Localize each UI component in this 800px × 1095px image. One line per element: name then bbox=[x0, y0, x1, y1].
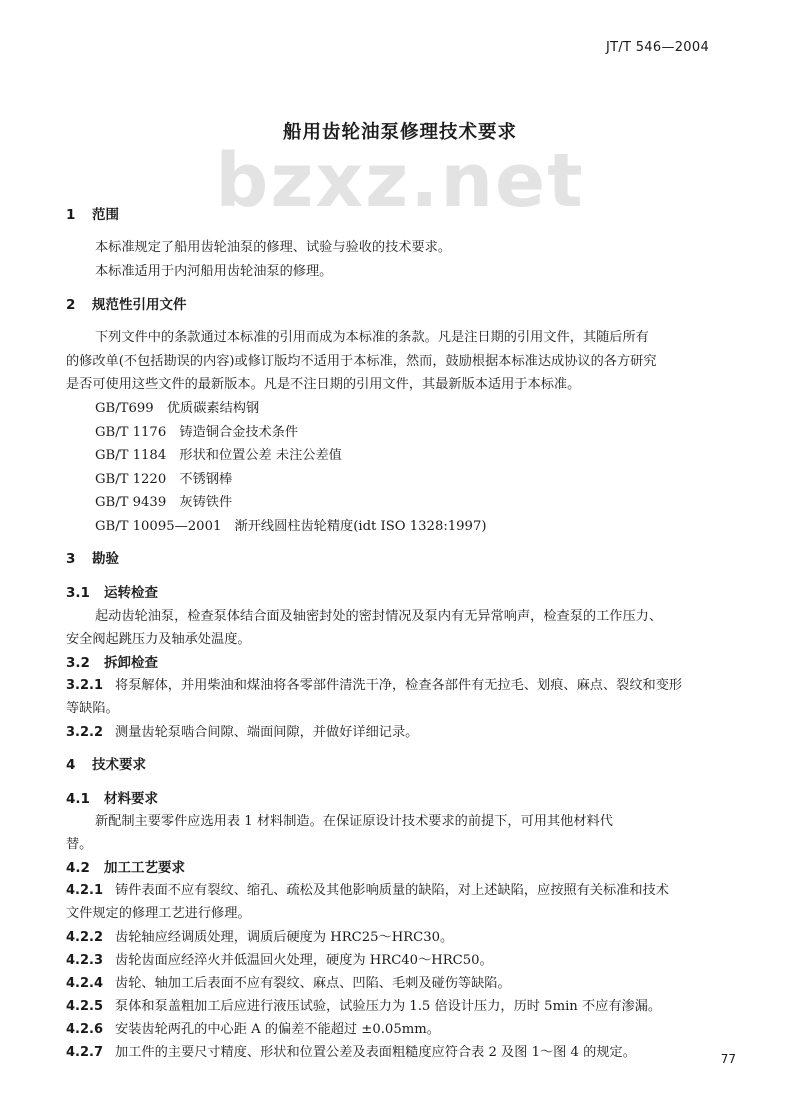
clause-4-2-1 bbox=[66, 879, 669, 898]
clause-4-2-2 bbox=[66, 926, 453, 945]
section-title: 勘验 bbox=[92, 551, 119, 567]
subsection-title: 拆卸检查 bbox=[104, 655, 158, 671]
paragraph: 本标准适用于内河船用齿轮油泵的修理。 bbox=[95, 264, 333, 279]
section-number: 2 bbox=[66, 297, 76, 313]
clause-number: 3.2.2 bbox=[66, 725, 104, 740]
section-title: 范围 bbox=[92, 207, 119, 223]
section-number: 3 bbox=[66, 551, 76, 567]
subsection-title: 加工工艺要求 bbox=[104, 860, 185, 876]
clause-text: 铸件表面不应有裂纹、缩孔、疏松及其他影响质量的缺陷，对上述缺陷，应按照有关标准和技术 bbox=[115, 883, 669, 898]
paragraph: 新配制主要零件应选用表 1 材料制造。在保证原设计技术要求的前提下，可用其他材料代 bbox=[95, 814, 613, 829]
paragraph: 是否可使用这些文件的最新版本。凡是不注日期的引用文件，其最新版本适用于本标准。 bbox=[66, 377, 581, 392]
paragraph: 起动齿轮油泵，检查泵体结合面及轴密封处的密封情况及泵内有无异常响声，检查泵的工作压力、 bbox=[95, 609, 663, 624]
clause-text: 加工件的主要尺寸精度、形状和位置公差及表面粗糙度应符合表 2 及图 1～图 4 的规定。 bbox=[115, 1045, 636, 1060]
clause-text: 泵体和泵盖粗加工后应进行液压试验，试验压力为 1.5 倍设计压力，历时 5min 不应有渗漏。 bbox=[115, 999, 662, 1014]
paragraph: 安全阀起跳压力及轴承处温度。 bbox=[66, 632, 251, 647]
clause-number: 4.2.2 bbox=[66, 930, 104, 945]
reference-item: GB/T 1176 铸造铜合金技术条件 bbox=[95, 425, 299, 440]
clause-4-2-6 bbox=[66, 1018, 440, 1037]
clause-number: 4.2.4 bbox=[66, 976, 104, 991]
section-title: 技术要求 bbox=[92, 757, 146, 773]
clause-text: 齿轮、轴加工后表面不应有裂纹、麻点、凹陷、毛刺及碰伤等缺陷。 bbox=[115, 976, 511, 991]
section-number: 4 bbox=[66, 757, 76, 773]
watermark: bzxz.net bbox=[215, 138, 585, 224]
subsection-number: 4.1 bbox=[66, 791, 90, 807]
subsection-title: 运转检查 bbox=[104, 585, 158, 601]
reference-item: GB/T699 优质碳素结构钢 bbox=[95, 401, 260, 416]
section-title: 规范性引用文件 bbox=[92, 297, 187, 313]
clause-number: 3.2.1 bbox=[66, 678, 104, 693]
section-1-heading bbox=[66, 203, 119, 223]
paragraph: 替。 bbox=[66, 837, 93, 852]
standard-code: JT/T 546—2004 bbox=[606, 40, 710, 55]
section-2-heading bbox=[66, 293, 187, 313]
subsection-number: 3.1 bbox=[66, 585, 90, 601]
paragraph: 文件规定的修理工艺进行修理。 bbox=[66, 906, 251, 921]
reference-item: GB/T 9439 灰铸铁件 bbox=[95, 495, 233, 510]
clause-4-2-7 bbox=[66, 1041, 636, 1060]
clause-3-2-1 bbox=[66, 674, 682, 693]
clause-number: 4.2.3 bbox=[66, 953, 104, 968]
clause-number: 4.2.6 bbox=[66, 1022, 104, 1037]
page-number: 77 bbox=[720, 1052, 736, 1066]
subsection-number: 3.2 bbox=[66, 655, 90, 671]
reference-item: GB/T 1220 不锈钢棒 bbox=[95, 472, 233, 487]
clause-text: 齿轮轴应经调质处理，调质后硬度为 HRC25～HRC30。 bbox=[115, 930, 454, 945]
clause-4-2-4 bbox=[66, 972, 511, 991]
document-title: 船用齿轮油泵修理技术要求 bbox=[282, 122, 517, 143]
clause-number: 4.2.5 bbox=[66, 999, 104, 1014]
paragraph: 等缺陷。 bbox=[66, 701, 119, 716]
subsection-title: 材料要求 bbox=[104, 791, 158, 807]
section-4-heading bbox=[66, 753, 146, 773]
subsection-4-1-heading bbox=[66, 787, 158, 807]
paragraph: 的修改单(不包括勘误的内容)或修订版均不适用于本标准，然而，鼓励根据本标准达成协议的各方研究 bbox=[66, 354, 657, 369]
clause-text: 将泵解体，并用柴油和煤油将各零部件清洗干净，检查各部件有无拉毛、划痕、麻点、裂纹和变形 bbox=[115, 678, 683, 693]
subsection-4-2-heading bbox=[66, 856, 185, 876]
paragraph: 下列文件中的条款通过本标准的引用而成为本标准的条款。凡是注日期的引用文件，其随后所有 bbox=[95, 330, 649, 345]
subsection-3-1-heading bbox=[66, 581, 158, 601]
clause-4-2-3 bbox=[66, 949, 493, 968]
subsection-3-2-heading bbox=[66, 651, 158, 671]
clause-text: 测量齿轮泵啮合间隙、端面间隙，并做好详细记录。 bbox=[115, 725, 419, 740]
paragraph: 本标准规定了船用齿轮油泵的修理、试验与验收的技术要求。 bbox=[95, 240, 452, 255]
clause-3-2-2 bbox=[66, 721, 418, 740]
clause-number: 4.2.1 bbox=[66, 883, 104, 898]
clause-text: 安装齿轮两孔的中心距 A 的偏差不能超过 ±0.05mm。 bbox=[115, 1022, 440, 1037]
section-number: 1 bbox=[66, 207, 76, 223]
section-3-heading bbox=[66, 547, 119, 567]
reference-item: GB/T 10095—2001 渐开线圆柱齿轮精度(idt ISO 1328:1997) bbox=[95, 519, 487, 534]
subsection-number: 4.2 bbox=[66, 860, 90, 876]
clause-text: 齿轮齿面应经淬火并低温回火处理，硬度为 HRC40～HRC50。 bbox=[115, 953, 493, 968]
reference-item: GB/T 1184 形状和位置公差 未注公差值 bbox=[95, 448, 342, 463]
clause-4-2-5 bbox=[66, 995, 661, 1014]
clause-number: 4.2.7 bbox=[66, 1045, 104, 1060]
